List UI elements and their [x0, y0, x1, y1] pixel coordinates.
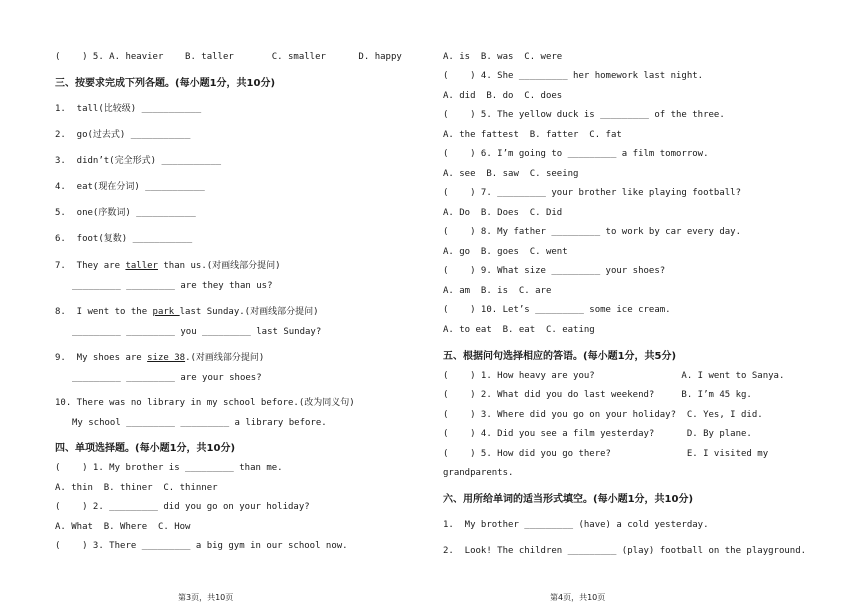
s4-q1: ( ) 1. My brother is _________ than me.: [55, 463, 283, 473]
r-line-5: A. the fattest B. fatter C. fat: [443, 130, 622, 140]
s3-item-7-answer: _________ _________ are they than us?: [72, 281, 273, 291]
s4-q3: ( ) 3. There _________ a big gym in our school now.: [55, 541, 348, 551]
r-line-6: ( ) 6. I’m going to _________ a film tomorrow.: [443, 149, 709, 159]
q7-pre: 7. They are: [55, 261, 126, 271]
s5-item-5-cont: grandparents.: [443, 468, 514, 478]
r-line-12: ( ) 9. What size _________ your shoes?: [443, 266, 666, 276]
s3-item-4: 4. eat(现在分词) ___________: [55, 182, 205, 192]
s5-item-4: ( ) 4. Did you see a film yesterday? D. By plane.: [443, 429, 752, 439]
s3-item-2: 2. go(过去式) ___________: [55, 130, 191, 140]
q9-pre: 9. My shoes are: [55, 353, 148, 363]
s3-item-6: 6. foot(复数) ___________: [55, 234, 193, 244]
section-4-title: 四、单项选择题。(每小题1分，共10分): [55, 443, 236, 454]
s5-item-2: ( ) 2. What did you do last weekend? B. I’m 45 kg.: [443, 390, 752, 400]
r-line-11: A. go B. goes C. went: [443, 247, 568, 257]
r-line-3: A. did B. do C. does: [443, 91, 563, 101]
r-line-15: A. to eat B. eat C. eating: [443, 325, 595, 335]
r-line-2: ( ) 4. She _________ her homework last night.: [443, 71, 704, 81]
s3-item-5: 5. one(序数词) ___________: [55, 208, 196, 218]
s3-item-3: 3. didn’t(完全形式) ___________: [55, 156, 222, 166]
q8-post: last Sunday.(对画线部分提问): [179, 307, 319, 317]
r-line-8: ( ) 7. _________ your brother like playing football?: [443, 188, 742, 198]
section-5-title: 五、根据问句选择相应的答语。(每小题1分，共5分): [443, 351, 677, 362]
right-page-footer: 第4页，共10页: [550, 593, 606, 602]
r-line-9: A. Do B. Does C. Did: [443, 208, 563, 218]
s6-item-1: 1. My brother _________ (have) a cold yesterday.: [443, 520, 709, 530]
s5-item-1: ( ) 1. How heavy are you? A. I went to Sanya.: [443, 371, 785, 381]
section-3-title: 三、按要求完成下列各题。(每小题1分，共10分): [55, 78, 276, 89]
s4-q2-options: A. What B. Where C. How: [55, 522, 191, 532]
s4-q2: ( ) 2. _________ did you go on your holiday?: [55, 502, 310, 512]
s3-item-8-answer: _________ _________ you _________ last Sunday?: [72, 327, 322, 337]
s3-item-7: [55, 261, 281, 272]
s3-item-10: 10. There was no library in my school before.(改为同义句): [55, 398, 355, 408]
r-line-14: ( ) 10. Let’s _________ some ice cream.: [443, 305, 671, 315]
r-line-10: ( ) 8. My father _________ to work by car every day.: [443, 227, 742, 237]
s6-item-2: 2. Look! The children _________ (play) football on the playground.: [443, 546, 807, 556]
r-line-1: A. is B. was C. were: [443, 52, 563, 62]
q7-underlined: taller: [125, 261, 158, 271]
s3-item-9: [55, 353, 264, 364]
q8-pre: 8. I went to the: [55, 307, 153, 317]
s3-item-1: 1. tall(比较级) ___________: [55, 104, 202, 114]
q8-underlined: park: [152, 307, 180, 317]
r-line-4: ( ) 5. The yellow duck is _________ of the three.: [443, 110, 725, 120]
left-page-footer: 第3页，共10页: [178, 593, 234, 602]
s4-q1-options: A. thin B. thiner C. thinner: [55, 483, 218, 493]
s5-item-5: ( ) 5. How did you go there? E. I visited my: [443, 449, 769, 459]
r-line-7: A. see B. saw C. seeing: [443, 169, 579, 179]
section-6-title: 六、用所给单词的适当形式填空。(每小题1分，共10分): [443, 494, 694, 505]
s5-item-3: ( ) 3. Where did you go on your holiday? C. Yes, I did.: [443, 410, 763, 420]
q7-post: than us.(对画线部分提问): [157, 261, 281, 271]
q9-post: .(对画线部分提问): [185, 353, 265, 363]
s3-item-9-answer: _________ _________ are your shoes?: [72, 373, 262, 383]
left-q5-options: ( ) 5. A. heavier B. taller C. smaller D. happy: [55, 52, 402, 62]
s3-item-10-answer: My school _________ _________ a library before.: [72, 418, 327, 428]
q9-underlined: size 38: [147, 353, 186, 363]
s3-item-8: [55, 307, 319, 318]
r-line-13: A. am B. is C. are: [443, 286, 552, 296]
